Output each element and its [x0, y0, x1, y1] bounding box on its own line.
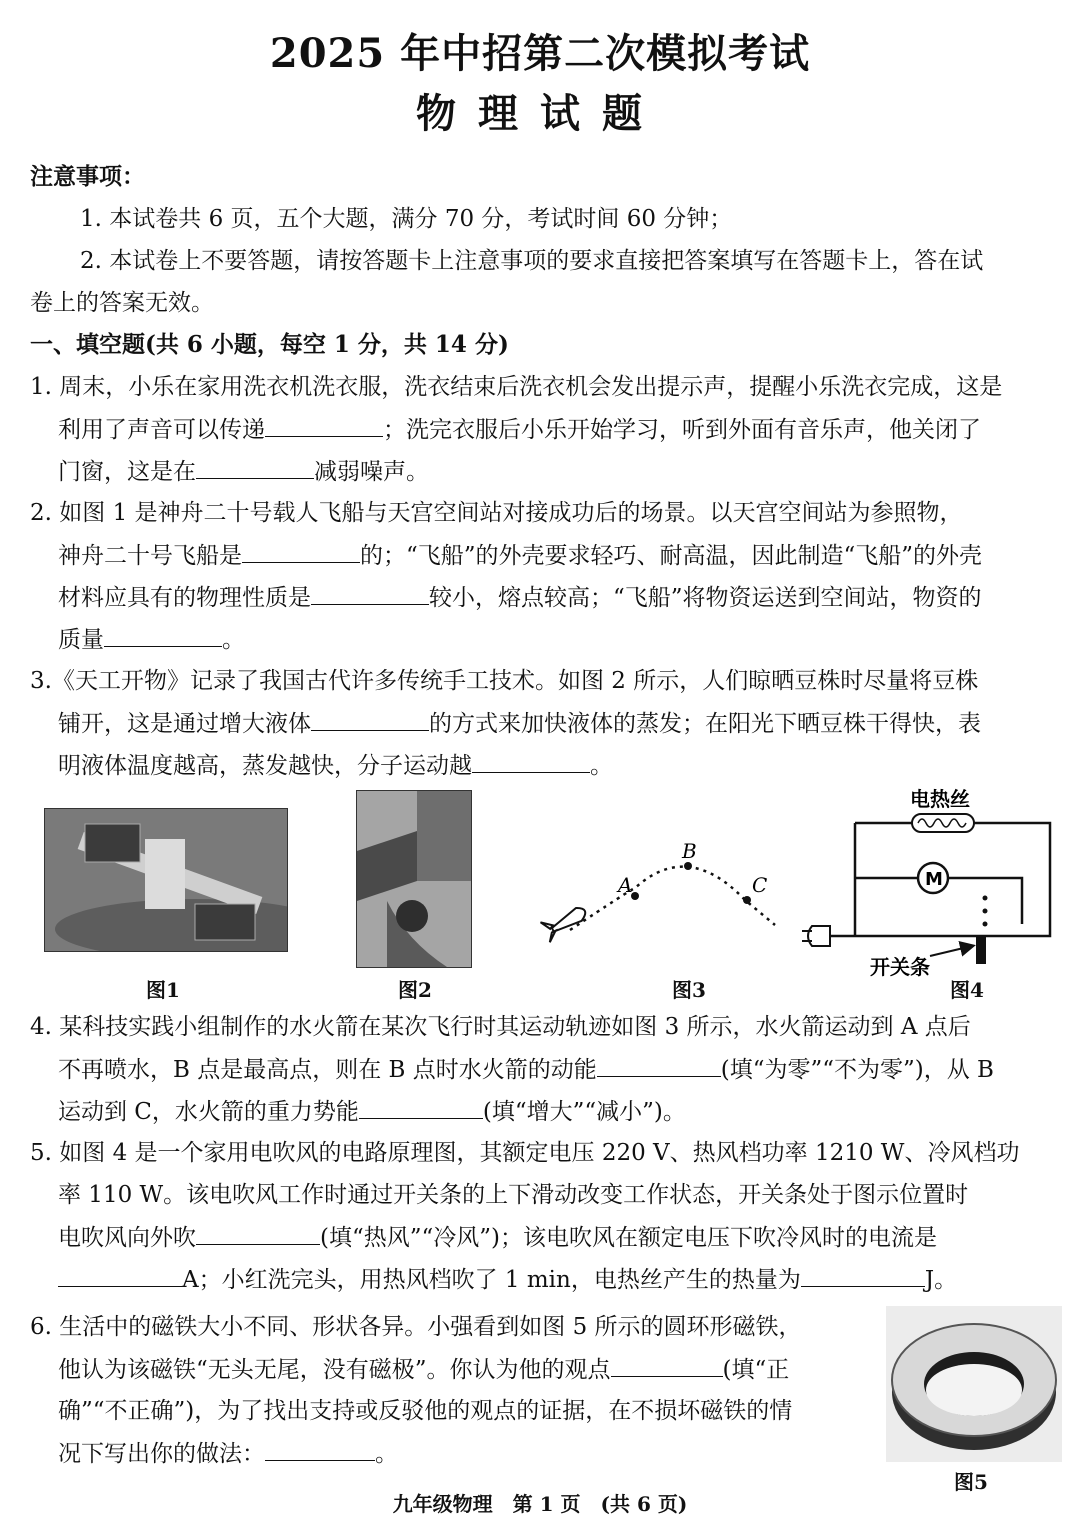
q2-line-2	[58, 540, 982, 571]
q1-line-1: 1. 周末，小乐在家用洗衣机洗衣服，洗衣结束后洗衣机会发出提示声，提醒小乐洗衣完成，这是	[30, 374, 1003, 400]
q6-text: 。	[375, 1441, 398, 1467]
q5-text: A；小红洗完头，用热风档吹了 1 min，电热丝产生的热量为	[182, 1267, 801, 1293]
q1-text: 减弱噪声。	[314, 459, 429, 485]
answer-blank[interactable]	[597, 1054, 721, 1077]
label-b: B	[682, 839, 697, 863]
q4-text: (填“增大”“减小”)。	[482, 1099, 686, 1125]
q2-text: 质量	[58, 627, 104, 653]
plug-icon	[802, 926, 830, 946]
label-a: A	[618, 873, 633, 897]
space-station-image	[45, 809, 287, 951]
q1-text: 门窗，这是在	[58, 459, 196, 485]
q5-text: J。	[924, 1267, 958, 1293]
q3-text: 明液体温度越高，蒸发越快，分子运动越	[58, 753, 472, 779]
figure-2-caption: 图2	[398, 978, 432, 1002]
q2-text: 。	[222, 627, 245, 653]
q5-text: (填“热风”“冷风”)；该电吹风在额定电压下吹冷风时的电流是	[320, 1225, 937, 1251]
notice-line-2a: 2. 本试卷上不要答题，请按答题卡上注意事项的要求直接把答案填写在答题卡上，答在试	[80, 248, 984, 274]
q5-text: 电吹风向外吹	[58, 1225, 196, 1251]
q1-line-3	[58, 456, 429, 487]
q4-line-1: 4. 某科技实践小组制作的水火箭在某次飞行时其运动轨迹如图 3 所示，水火箭运动到 A 点后	[30, 1014, 971, 1040]
rocket-icon	[541, 903, 591, 942]
q3-text: 。	[590, 753, 613, 779]
answer-blank[interactable]	[311, 582, 429, 605]
q5-line-2: 率 110 W。该电吹风工作时通过开关条的上下滑动改变工作状态，开关条处于图示位置时	[58, 1182, 969, 1208]
q2-text: 神舟二十号飞船是	[58, 543, 242, 569]
q6-line-2	[58, 1354, 789, 1385]
q1-text: 利用了声音可以传递	[58, 417, 265, 443]
q4-text: 不再喷水，B 点是最高点，则在 B 点时水火箭的动能	[58, 1057, 597, 1083]
q5-line-4	[58, 1264, 957, 1295]
q2-text: 材料应具有的物理性质是	[58, 585, 311, 611]
heater-coil-icon	[912, 814, 974, 832]
answer-blank[interactable]	[196, 1222, 320, 1245]
q4-text: 运动到 C，水火箭的重力势能	[58, 1099, 359, 1125]
q6-line-4	[58, 1438, 398, 1469]
q2-line-1: 2. 如图 1 是神舟二十号载人飞船与天宫空间站对接成功后的场景。以天宫空间站为参照物，	[30, 500, 963, 526]
q5-line-3	[58, 1222, 937, 1253]
answer-blank[interactable]	[196, 456, 314, 479]
q1-text: ；洗完衣服后小乐开始学习，听到外面有音乐声，他关闭了	[383, 417, 981, 443]
answer-blank[interactable]	[265, 1438, 375, 1461]
answer-blank[interactable]	[104, 624, 222, 647]
q3-text: 的方式来加快液体的蒸发；在阳光下晒豆株干得快，表	[429, 711, 981, 737]
answer-blank[interactable]	[58, 1264, 182, 1287]
switch-bar	[976, 936, 986, 964]
label-c: C	[752, 873, 768, 897]
exam-subtitle: 物理试题	[416, 90, 664, 137]
motor-label: M	[925, 869, 943, 890]
q4-text: (填“为零”“不为零”)，从 B	[720, 1057, 994, 1083]
q3-text: 铺开，这是通过增大液体	[58, 711, 311, 737]
q4-line-3	[58, 1096, 686, 1127]
answer-blank[interactable]	[311, 708, 429, 731]
figure-2-image	[356, 790, 472, 968]
q6-line-1: 6. 生活中的磁铁大小不同、形状各异。小强看到如图 5 所示的圆环形磁铁，	[30, 1314, 802, 1340]
point-b	[684, 862, 692, 870]
notice-line-2b: 卷上的答案无效。	[30, 290, 214, 316]
exam-title: 2025 年中招第二次模拟考试	[269, 30, 811, 77]
section-heading: 一、填空题(共 6 小题，每空 1 分，共 14 分)	[30, 331, 509, 358]
figure-5-ring-magnet	[886, 1306, 1062, 1462]
answer-blank[interactable]	[359, 1096, 483, 1119]
q2-text: 的；“飞船”的外壳要求轻巧、耐高温，因此制造“飞船”的外壳	[360, 543, 983, 569]
figure-1-caption: 图1	[146, 978, 180, 1002]
answer-blank[interactable]	[472, 750, 590, 773]
q4-line-2	[58, 1054, 994, 1085]
figure-4-circuit	[800, 786, 1060, 986]
figure-4-caption: 图4	[950, 978, 984, 1002]
notice-heading: 注意事项：	[30, 163, 145, 190]
q3-line-3	[58, 750, 613, 781]
q6-text: (填“正	[722, 1357, 790, 1383]
page-footer: 九年级物理 第 1 页 (共 6 页)	[392, 1492, 688, 1516]
q6-line-3: 确”“不正确”)，为了找出支持或反驳他的观点的证据，在不损坏磁铁的情	[58, 1398, 793, 1424]
answer-blank[interactable]	[242, 540, 360, 563]
switch-label: 开关条	[870, 955, 930, 979]
answer-blank[interactable]	[611, 1354, 723, 1377]
q6-text: 况下写出你的做法：	[58, 1441, 265, 1467]
point-c	[743, 896, 751, 904]
q2-line-4	[58, 624, 245, 655]
figure-3-caption: 图3	[672, 978, 706, 1002]
q5-line-1: 5. 如图 4 是一个家用电吹风的电路原理图，其额定电压 220 V、热风档功率 1210 W、冷风档功	[30, 1140, 1020, 1166]
q2-text: 较小，熔点较高；“飞船”将物资运送到空间站，物资的	[429, 585, 982, 611]
q6-text: 他认为该磁铁“无头无尾，没有磁极”。你认为他的观点	[58, 1357, 611, 1383]
q3-line-1: 3.《天工开物》记录了我国古代许多传统手工技术。如图 2 所示，人们晾晒豆株时尽量将豆株	[30, 668, 979, 694]
q2-line-3	[58, 582, 982, 613]
figure-1-photo	[44, 808, 288, 952]
drying-beans-image	[357, 791, 471, 967]
answer-blank[interactable]	[801, 1264, 925, 1287]
q3-line-2	[58, 708, 981, 739]
answer-blank[interactable]	[265, 414, 383, 437]
notice-line-1: 1. 本试卷共 6 页，五个大题，满分 70 分，考试时间 60 分钟；	[80, 206, 733, 232]
figure-5-caption: 图5	[954, 1470, 988, 1494]
q1-line-2	[58, 414, 981, 445]
heater-label: 电热丝	[910, 787, 970, 811]
figure-3-trajectory	[540, 830, 780, 960]
